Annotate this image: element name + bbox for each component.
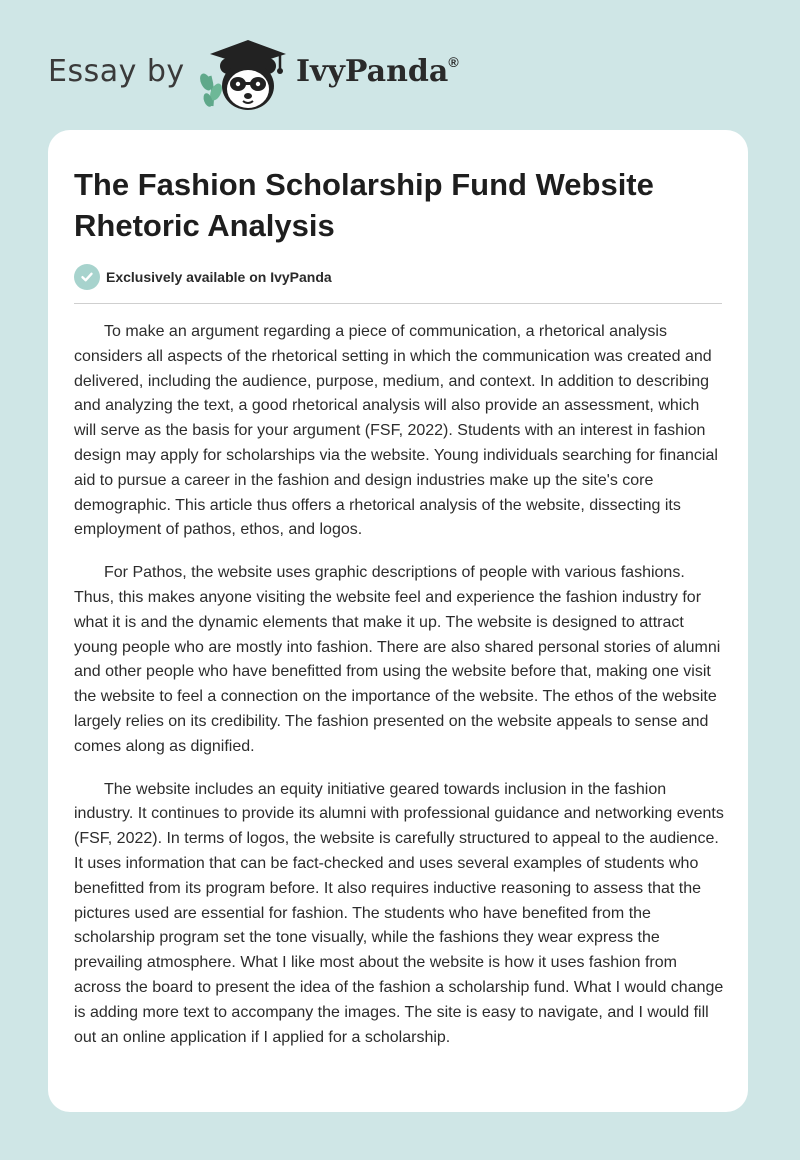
essay-by-label: Essay by bbox=[48, 54, 185, 89]
registered-mark: ® bbox=[448, 54, 459, 70]
check-icon bbox=[74, 264, 100, 290]
essay-body bbox=[74, 320, 724, 1068]
paragraph: The website includes an equity initiative geared towards inclusion in the fashion industry. It continues to provide its alumni with professional guidance and networking events (FSF, 2022). In terms of logos, the website is carefully structured to appeal to the audience. It uses information that can be fact-checked and uses several examples of students who benefitted from its program before. It also requires inductive reasoning to assess that the pictures used are essential for fashion. The students who have benefited from the scholarship program set the tone visually, while the fashions they wear express the prevailing atmosphere. What I like most about the website is how it uses fashion from across the board to present the idea of the fashion a scholarship fund. What I would change is adding more text to accompany the images. The site is easy to navigate, and I would fill out an online application if I applied for a scholarship. bbox=[74, 780, 724, 1046]
essay-card bbox=[48, 130, 748, 1112]
panda-graduate-icon bbox=[200, 36, 292, 114]
divider bbox=[74, 303, 722, 304]
paragraph: For Pathos, the website uses graphic descriptions of people with various fashions. Thus, this makes anyone visiting the website feel and experience the fashion industry for what it is and the dynamic elements that make it up. The website is designed to attract young people who are mostly into fashion. There are also shared personal stories of alumni and other people who have benefitted from using the website before that, making one visit the website to feel a connection on the importance of the website. The ethos of the website largely relies on its credibility. The fashion presented on the website appeals to sense and comes along as dignified. bbox=[74, 564, 721, 755]
brand-name: IvyPanda® bbox=[296, 54, 459, 89]
page-title: The Fashion Scholarship Fund Website Rhetoric Analysis bbox=[74, 167, 654, 243]
exclusive-label: Exclusively available on IvyPanda bbox=[106, 269, 332, 285]
exclusive-badge bbox=[74, 264, 332, 290]
site-logo[interactable] bbox=[48, 28, 488, 112]
paragraph: To make an argument regarding a piece of communication, a rhetorical analysis considers all aspects of the rhetorical setting in which the communication was created and delivered, including the audience, purpose, medium, and context. In addition to describing and analyzing the text, a good rhetorical analysis will also provide an assessment, which will serve as the basis for your argument (FSF, 2022). Students with an interest in fashion design may apply for scholarships via the website. Young individuals searching for financial aid to pursue a career in the fashion and design industries make up the site's core demographic. This article thus offers a rhetorical analysis of the website, dissecting its employment of pathos, ethos, and logos. bbox=[74, 323, 718, 539]
